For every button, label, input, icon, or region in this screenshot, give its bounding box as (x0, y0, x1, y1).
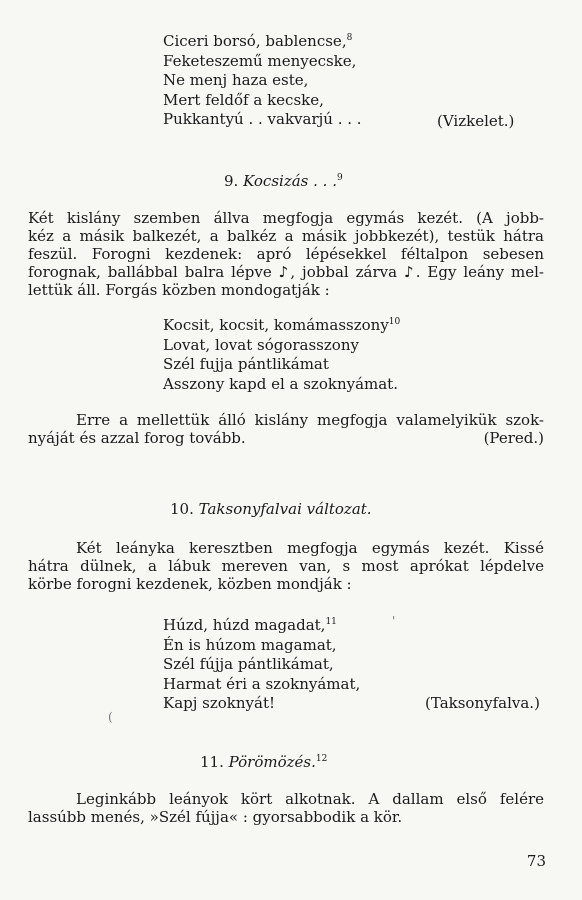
verse-line: Feketeszemű menyecske, (163, 51, 357, 70)
verse-line: Mert feldőf a kecske, (163, 90, 324, 109)
prose-line: nyáját és azzal forog tovább. (Pered.) (28, 429, 544, 447)
verse-line: Lovat, lovat sógorasszony (163, 335, 359, 354)
prose-line: hátra dülnek, a lábuk mereven van, s most aprókat lépdelve (28, 557, 544, 575)
verse-huzd (163, 616, 360, 714)
scan-speck: ( (108, 710, 113, 724)
after-paragraph (28, 411, 544, 447)
section-heading (200, 753, 327, 771)
place-attribution: (Pered.) (483, 429, 544, 447)
verse-line: Szél fújja pántlikámat, (163, 655, 334, 673)
prose-line: körbe forogni kezdenek, közben mondják : (28, 575, 352, 593)
prose-line: Erre a mellettük álló kislány megfogja valamelyikük szok- (76, 411, 544, 429)
prose-line: kéz a másik balkezét, a balkéz a másik jobbkezét), testük hátra (28, 227, 544, 245)
verse-line: Kapj szoknyát! (163, 694, 276, 712)
prose-line: Két kislány szemben állva megfogja egymás kezét. (A jobb- (28, 209, 544, 227)
instruction-paragraph (28, 790, 544, 826)
section-number: 11. (200, 753, 224, 771)
music-note-icon: ♪ (278, 263, 291, 281)
prose-line: forognak, ballábbal balra lépve ♪, jobbal zárva ♪. Egy leány mel- (28, 263, 544, 281)
verse-line: Ciceri borsó, bablencse,$^8$ (163, 32, 353, 50)
footnote-ref: 12 (315, 754, 328, 764)
verse-line: Szél fujja pántlikámat (163, 355, 329, 373)
prose-line: lassúbb menés, »Szél fújja« : gyorsabbodik a kör. (28, 808, 403, 826)
section-number: 10. (170, 500, 194, 518)
scan-speck: ' (392, 614, 396, 628)
place-attribution: (Taksonyfalva.) (425, 694, 540, 712)
page-number: 73 (526, 852, 546, 870)
prose-line: lettük áll. Forgás közben mondogatják : (28, 281, 330, 299)
verse-line: Ne menj haza este, (163, 71, 309, 89)
verse-line: Én is húzom magamat, (163, 635, 337, 654)
section-title: Pörömözés. (228, 753, 316, 771)
verse-line: Asszony kapd el a szoknyámat. (163, 374, 398, 393)
section-heading (224, 172, 343, 190)
instruction-paragraph (28, 539, 544, 593)
footnote-ref: 8 (346, 33, 353, 43)
section-title: Taksonyfalvai változat. (198, 500, 372, 518)
verse-line: Pukkantyú . . vakvarjú . . . (163, 110, 362, 128)
footnote-ref: 11 (325, 617, 337, 627)
prose-line: Két leányka keresztben megfogja egymás kezét. Kissé (76, 539, 544, 557)
instruction-paragraph (28, 209, 544, 299)
footnote-ref: 9 (336, 173, 343, 183)
section-number: 9. (224, 172, 239, 190)
section-heading (170, 500, 372, 518)
verse-line: Húzd, húzd magadat,$^{11}$ (163, 616, 337, 634)
place-attribution: (Vizkelet.) (437, 112, 515, 130)
music-note-icon: ♪ (403, 263, 416, 281)
verse-line: Kocsit, kocsit, komámasszony$^{10}$ (163, 316, 401, 334)
prose-line: Leginkább leányok kört alkotnak. A dallam első felére (76, 790, 544, 808)
verse-ciceri (163, 32, 362, 130)
verse-line: Harmat éri a szoknyámat, (163, 674, 361, 693)
footnote-ref: 10 (388, 317, 401, 327)
section-title: Kocsizás . . . (243, 172, 337, 190)
prose-line: feszül. Forogni kezdenek: apró lépésekkel féltalpon sebesen (28, 245, 544, 263)
verse-kocsit (163, 316, 400, 394)
